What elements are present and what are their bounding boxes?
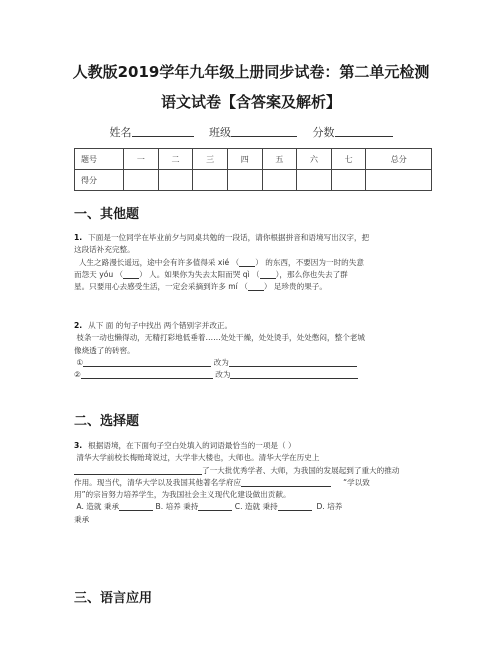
- score-cell[interactable]: [227, 170, 262, 191]
- question-text: 作用。现当代，清华大学以及我国其他著名学府应: [74, 477, 242, 487]
- question-text: 根据语境，在下面句子空白处填入的词语最恰当的一项是（ ）: [88, 441, 296, 450]
- class-label: 班级: [209, 126, 231, 139]
- question-number: 2.: [74, 321, 83, 330]
- question-text: ②: [74, 370, 81, 380]
- question-number: 3.: [74, 441, 83, 450]
- score-cell[interactable]: [331, 170, 366, 191]
- question-1: [74, 232, 430, 293]
- class-blank[interactable]: [231, 125, 297, 137]
- choice-option-d[interactable]: D. 培养: [316, 502, 343, 512]
- question-text: 改为: [213, 357, 229, 367]
- answer-blank[interactable]: [248, 282, 264, 291]
- score-table: [74, 148, 432, 191]
- question-2: [74, 320, 430, 381]
- name-label: 姓名: [109, 126, 132, 139]
- question-text: ） 人。如果你为失去太阳而哭 qì （: [139, 269, 260, 279]
- table-cell: 三: [193, 149, 228, 170]
- answer-blank: [278, 502, 312, 511]
- table-cell: 得分: [75, 170, 124, 191]
- answer-blank[interactable]: [74, 466, 202, 475]
- score-table-score-row: [75, 170, 432, 191]
- score-cell[interactable]: [297, 170, 332, 191]
- answer-blank[interactable]: [123, 270, 139, 279]
- question-text: 从下 面 的句子中找出 两个错别字并改正。: [88, 321, 233, 330]
- document-title-line1: 人教版2019学年九年级上册同步试卷：第二单元检测: [72, 63, 430, 81]
- question-text: 改为: [215, 370, 231, 380]
- answer-blank[interactable]: [260, 270, 276, 279]
- answer-blank[interactable]: [83, 358, 211, 367]
- answer-blank[interactable]: [81, 370, 213, 379]
- table-cell: 五: [262, 149, 297, 170]
- question-text: 星。只要用心去感受生活，一定会采摘到许多 mí （: [74, 282, 248, 292]
- table-cell: 二: [158, 149, 193, 170]
- question-text: 了一大批优秀学者、大师，为我国的发展起到了重大的推动: [202, 465, 400, 475]
- question-3: [74, 440, 430, 526]
- answer-blank: [119, 502, 153, 511]
- question-number: 1.: [74, 233, 83, 242]
- question-text: ） 的东西，不要因为一时的失意: [255, 257, 364, 267]
- choice-option-d-continued: 秉承: [74, 514, 90, 524]
- score-cell[interactable]: [124, 170, 159, 191]
- question-text: “学以致: [343, 477, 370, 487]
- section-heading-choice: 二、选择题: [74, 414, 140, 429]
- table-cell: 一: [124, 149, 159, 170]
- choice-option-b[interactable]: B. 培养 秉持: [155, 502, 199, 512]
- table-cell: 题号: [75, 149, 124, 170]
- name-blank[interactable]: [132, 125, 194, 137]
- score-label: 分数: [312, 126, 335, 139]
- score-table-header-row: [75, 149, 432, 170]
- question-text: 下面是一位同学在毕业前夕与同桌共勉的一段话，请你根据拼音和语境写出汉字，把: [88, 233, 370, 242]
- score-blank[interactable]: [335, 125, 393, 137]
- score-cell[interactable]: [366, 170, 432, 191]
- question-text: 清华大学前校长梅贻琦说过，大学非大楼也，大师也。清华大学在历史上: [76, 453, 320, 463]
- section-heading-other: 一、其他题: [74, 207, 140, 222]
- question-text: 而怨天 yóu （: [74, 269, 124, 279]
- table-cell: 六: [297, 149, 332, 170]
- table-cell: 总分: [366, 149, 432, 170]
- table-cell: 四: [227, 149, 262, 170]
- score-cell[interactable]: [193, 170, 228, 191]
- answer-blank[interactable]: [239, 258, 255, 267]
- section-heading-language: 三、语言应用: [74, 591, 153, 606]
- answer-blank: [198, 502, 232, 511]
- score-cell[interactable]: [158, 170, 193, 191]
- score-cell[interactable]: [262, 170, 297, 191]
- document-title-line2: 语文试卷【含答案及解析】: [160, 93, 341, 111]
- question-text: 用”的宗旨努力培养学生，为我国社会主义现代化建设做出贡献。: [74, 490, 291, 500]
- answer-blank[interactable]: [229, 358, 357, 367]
- choice-option-a[interactable]: A. 造就 秉承: [76, 502, 120, 512]
- table-cell: 七: [331, 149, 366, 170]
- question-text: 这段话补充完整。: [74, 245, 135, 255]
- question-text: 像烧透了的砖窖。: [74, 345, 135, 355]
- answer-blank[interactable]: [241, 478, 331, 487]
- question-text: 人生之路漫长遥远，途中会有许多值得采 xié （: [78, 257, 240, 267]
- question-text: 枝条一动也懒得动，无精打彩地低垂着……处处干燥，处处烫手，处处憋闷，整个老城: [76, 333, 365, 343]
- question-text: ） 足珍贵的果子。: [263, 282, 327, 292]
- answer-blank[interactable]: [230, 370, 358, 379]
- question-text: ①: [76, 357, 84, 367]
- choice-option-c[interactable]: C. 造就 秉持: [234, 502, 278, 512]
- question-text: ），那么你也失去了群: [275, 269, 348, 279]
- student-info-line: [0, 124, 502, 140]
